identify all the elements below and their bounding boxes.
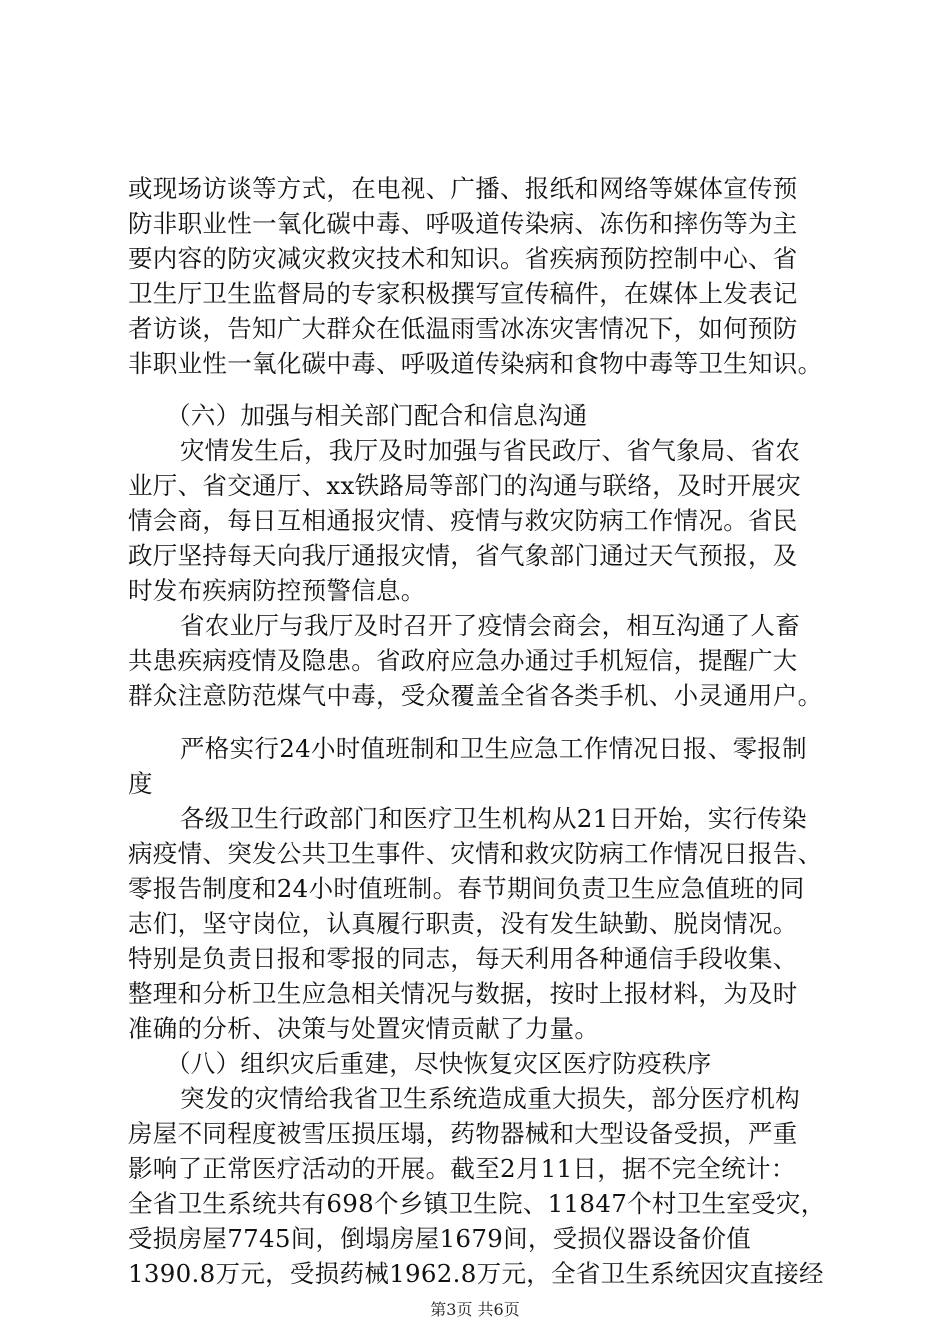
text-line: 业厅、省交通厅、xx铁路局等部门的沟通与联络，及时开展灾 xyxy=(128,471,802,501)
text-line: 政厅坚持每天向我厅通报灾情，省气象部门通过天气预报，及 xyxy=(128,541,798,571)
section-heading: （八）组织灾后重建，尽快恢复灾区医疗防疫秩序 xyxy=(166,1048,712,1078)
text-line: 影响了正常医疗活动的开展。截至2月11日，据不完全统计： xyxy=(128,1153,796,1183)
page-number: 第3页 共6页 xyxy=(430,1300,520,1319)
text-line: 整理和分析卫生应急相关情况与数据，按时上报材料，为及时 xyxy=(128,978,798,1008)
text-line: 共患疾病疫情及隐患。省政府应急办通过手机短信，提醒广大 xyxy=(128,646,798,676)
section-heading: 严格实行24小时值班制和卫生应急工作情况日报、零报制 xyxy=(180,733,807,763)
text-line: 全省卫生系统共有698个乡镇卫生院、11847个村卫生室受灾， xyxy=(128,1188,826,1218)
text-line: 受损房屋7745间，倒塌房屋1679间，受损仪器设备价值 xyxy=(128,1223,752,1253)
section-heading: （六）加强与相关部门配合和信息沟通 xyxy=(166,401,588,431)
text-line: 要内容的防灾减灾救灾技术和知识。省疾病预防控制中心、省 xyxy=(128,244,798,274)
text-line: 志们，坚守岗位，认真履行职责，没有发生缺勤、脱岗情况。 xyxy=(128,908,798,938)
text-line: 者访谈，告知广大群众在低温雨雪冰冻灾害情况下，如何预防 xyxy=(128,314,798,344)
text-line: 卫生厅卫生监督局的专家积极撰写宣传稿件，在媒体上发表记 xyxy=(128,279,798,309)
text-line: 各级卫生行政部门和医疗卫生机构从21日开始，实行传染 xyxy=(180,803,807,833)
text-line: 防非职业性一氧化碳中毒、呼吸道传染病、冻伤和摔伤等为主 xyxy=(128,209,798,238)
text-line: 非职业性一氧化碳中毒、呼吸道传染病和食物中毒等卫生知识。 xyxy=(128,349,823,379)
text-line: 时发布疾病防控预警信息。 xyxy=(128,576,426,606)
text-line: 特别是负责日报和零报的同志，每天利用各种通信手段收集、 xyxy=(128,943,798,973)
section-heading: 度 xyxy=(128,768,153,798)
text-line: 病疫情、突发公共卫生事件、灾情和救灾防病工作情况日报告、 xyxy=(128,838,823,868)
text-line: 零报告制度和24小时值班制。春节期间负责卫生应急值班的同 xyxy=(128,873,805,903)
text-line: 群众注意防范煤气中毒，受众覆盖全省各类手机、小灵通用户。 xyxy=(128,681,823,711)
text-line: 准确的分析、决策与处置灾情贡献了力量。 xyxy=(128,1013,600,1043)
text-line: 情会商，每日互相通报灾情、疫情与救灾防病工作情况。省民 xyxy=(128,506,798,536)
text-line: 省农业厅与我厅及时召开了疫情会商会，相互沟通了人畜 xyxy=(180,611,800,641)
text-line: 1390.8万元，受损药械1962.8万元，全省卫生系统因灾直接经 xyxy=(128,1258,824,1288)
text-line: 或现场访谈等方式，在电视、广播、报纸和网络等媒体宣传预 xyxy=(128,174,798,203)
text-line: 突发的灾情给我省卫生系统造成重大损失，部分医疗机构 xyxy=(180,1083,800,1113)
text-line: 房屋不同程度被雪压损压塌，药物器械和大型设备受损，严重 xyxy=(128,1118,798,1148)
text-line: 灾情发生后，我厅及时加强与省民政厅、省气象局、省农 xyxy=(180,436,800,466)
